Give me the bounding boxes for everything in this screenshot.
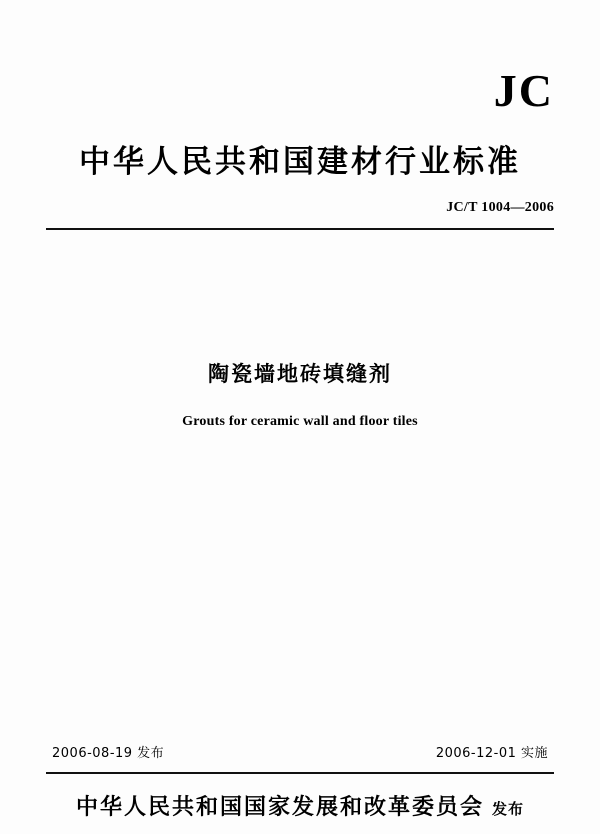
footer-divider — [46, 772, 554, 774]
document-title-english: Grouts for ceramic wall and floor tiles — [182, 414, 418, 429]
header-divider — [46, 228, 554, 230]
document-title-chinese: 陶瓷墙地砖填缝剂 — [208, 362, 392, 386]
issuing-authority-name: 中华人民共和国国家发展和改革委员会 — [75, 795, 484, 820]
standard-number: JC/T 1004—2006 — [446, 200, 554, 215]
issuing-authority — [0, 790, 600, 821]
issue-date: 2006-08-19 发布 — [52, 746, 165, 761]
issuing-authority-suffix: 发布 — [492, 800, 525, 818]
standard-mark: JC — [493, 65, 554, 116]
effective-date: 2006-12-01 实施 — [435, 746, 548, 761]
organization-title: 中华人民共和国建材行业标准 — [79, 144, 521, 180]
